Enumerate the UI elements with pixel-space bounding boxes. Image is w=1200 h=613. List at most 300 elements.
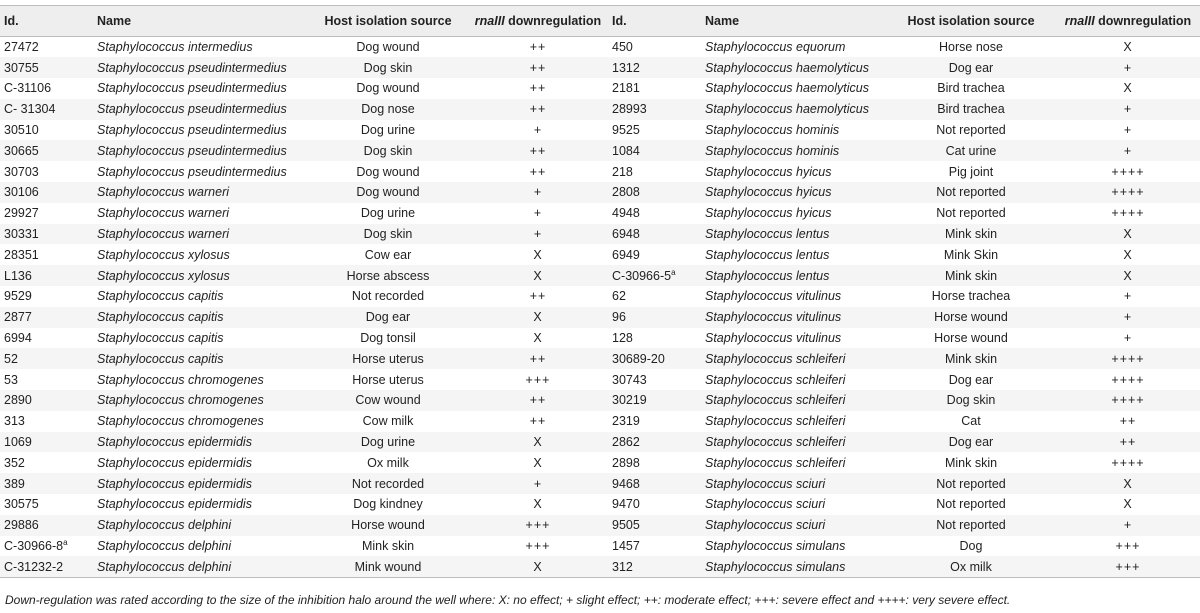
header-down-text: downregulation — [1094, 14, 1192, 28]
cell-id — [608, 182, 701, 203]
cell-id — [608, 37, 701, 58]
strain-id: 29927 — [4, 206, 39, 221]
cell-id — [0, 515, 93, 536]
cell-id — [608, 390, 701, 411]
cell-species-name: Staphylococcus vitulinus — [705, 331, 842, 346]
cell-host-source: Dog ear — [948, 372, 994, 387]
cell-downregulation: ++ — [529, 393, 547, 408]
header-downregulation — [1056, 6, 1200, 37]
cell-host-source: Not reported — [936, 518, 1006, 533]
cell-downregulation: ++ — [529, 164, 547, 179]
table-row — [0, 369, 1200, 390]
cell-species-name: Staphylococcus epidermidis — [97, 476, 252, 491]
header-down-text: downregulation — [504, 14, 602, 28]
cell-species-name: Staphylococcus intermedius — [97, 40, 253, 55]
header-name: Name — [93, 6, 308, 37]
cell-id — [608, 307, 701, 328]
cell-host-source: Cow wound — [355, 393, 421, 408]
cell-downregulation: X — [1123, 81, 1133, 96]
cell-species-name: Staphylococcus schleiferi — [705, 393, 846, 408]
cell-species-name: Staphylococcus simulans — [705, 539, 846, 554]
cell-species-name: Staphylococcus warneri — [97, 206, 230, 221]
cell-host-source: Dog skin — [363, 60, 413, 75]
strain-id: 9505 — [612, 518, 640, 533]
cell-host-source: Ox milk — [367, 455, 409, 470]
cell-host-source: Dog nose — [361, 102, 415, 117]
cell-downregulation: ++++ — [1111, 206, 1145, 221]
cell-id — [0, 120, 93, 141]
cell-host-source: Pig joint — [948, 164, 994, 179]
strain-id: 450 — [612, 40, 633, 55]
cell-species-name: Staphylococcus haemolyticus — [705, 102, 869, 117]
cell-host-source: Horse uterus — [352, 372, 424, 387]
cell-downregulation: +++ — [525, 372, 551, 387]
cell-host-source: Cat urine — [945, 143, 997, 158]
cell-downregulation: +++ — [1056, 556, 1200, 577]
cell-id — [0, 390, 93, 411]
strain-id: 30106 — [4, 185, 39, 200]
table-row — [0, 265, 1200, 286]
cell-downregulation: + — [1123, 518, 1133, 533]
cell-id — [608, 432, 701, 453]
table-row — [0, 452, 1200, 473]
cell-id — [608, 286, 701, 307]
table-row — [0, 348, 1200, 369]
cell-host-source: Dog skin — [946, 393, 996, 408]
strain-id: 28993 — [612, 102, 647, 117]
cell-host-source: Dog wound — [356, 185, 420, 200]
cell-downregulation: X — [533, 497, 543, 512]
strain-id: 1457 — [612, 539, 640, 554]
cell-host-source: Dog ear — [365, 310, 411, 325]
cell-downregulation: ++ — [529, 351, 547, 366]
cell-downregulation: X — [533, 435, 543, 450]
cell-id — [0, 369, 93, 390]
header-gene: rnaIII — [1064, 14, 1095, 28]
cell-species-name: Staphylococcus pseudintermedius — [97, 102, 287, 117]
cell-species-name: Staphylococcus epidermidis — [97, 455, 252, 470]
cell-id — [0, 161, 93, 182]
cell-host-source: Dog urine — [360, 206, 416, 221]
cell-species-name: Staphylococcus simulans — [701, 556, 886, 577]
cell-host-source: Not recorded — [351, 289, 425, 304]
table-row — [0, 78, 1200, 99]
cell-downregulation: ++ — [529, 143, 547, 158]
cell-downregulation: + — [533, 185, 543, 200]
strain-id: 313 — [4, 414, 25, 429]
strain-id: 6949 — [612, 247, 640, 262]
table-row — [0, 473, 1200, 494]
table-row — [0, 37, 1200, 58]
cell-id — [0, 78, 93, 99]
cell-host-source: Horse wound — [934, 331, 1008, 346]
strain-id: 30665 — [4, 143, 39, 158]
cell-downregulation: X — [1123, 40, 1133, 55]
cell-id — [608, 161, 701, 182]
cell-host-source: Dog tonsil — [360, 331, 416, 346]
cell-species-name: Staphylococcus delphini — [97, 518, 232, 533]
cell-id — [608, 120, 701, 141]
table-header-row — [0, 6, 1200, 37]
cell-species-name: Staphylococcus pseudintermedius — [97, 60, 287, 75]
strain-id: 2890 — [4, 393, 32, 408]
strain-id: 30703 — [4, 164, 39, 179]
cell-species-name: Staphylococcus schleiferi — [705, 435, 846, 450]
header-host: Host isolation source — [308, 6, 468, 37]
cell-species-name: Staphylococcus capitis — [97, 310, 224, 325]
strain-id: 2181 — [612, 81, 640, 96]
table-footnote: Down-regulation was rated according to the size of the inhibition halo around the well where: X: no effect; + slight effect; ++: moderate effect; +++: severe effect and ++++: very severe effect. — [5, 593, 1011, 607]
table-row — [0, 390, 1200, 411]
cell-host-source: Dog — [959, 539, 983, 554]
cell-host-source: Bird trachea — [937, 102, 1005, 117]
cell-id — [0, 37, 93, 58]
cell-species-name: Staphylococcus chromogenes — [97, 393, 264, 408]
strain-id: 30743 — [612, 372, 647, 387]
cell-downregulation: ++ — [529, 60, 547, 75]
cell-id — [608, 224, 701, 245]
table-row — [0, 515, 1200, 536]
table-row — [0, 140, 1200, 161]
table-row — [0, 494, 1200, 515]
cell-host-source: Ox milk — [886, 556, 1056, 577]
cell-id — [0, 348, 93, 369]
strain-id: 218 — [612, 164, 633, 179]
cell-host-source: Dog wound — [356, 40, 420, 55]
cell-host-source: Horse uterus — [352, 351, 424, 366]
cell-downregulation: X — [533, 331, 543, 346]
cell-downregulation: ++++ — [1111, 455, 1145, 470]
cell-host-source: Mink skin — [944, 455, 998, 470]
cell-species-name: Staphylococcus warneri — [97, 185, 230, 200]
cell-host-source: Mink skin — [944, 351, 998, 366]
header-gene: rnaIII — [474, 14, 505, 28]
cell-downregulation: + — [1123, 143, 1133, 158]
cell-species-name: Staphylococcus epidermidis — [97, 497, 252, 512]
cell-host-source: Dog skin — [363, 227, 413, 242]
cell-id — [608, 515, 701, 536]
table-row — [0, 411, 1200, 432]
cell-species-name: Staphylococcus sciuri — [705, 476, 826, 491]
cell-host-source: Not reported — [936, 185, 1006, 200]
cell-host-source: Not reported — [936, 497, 1006, 512]
cell-downregulation: + — [1123, 310, 1133, 325]
strain-table — [0, 5, 1200, 578]
cell-host-source: Not recorded — [351, 476, 425, 491]
strain-id: 28351 — [4, 247, 39, 262]
cell-species-name: Staphylococcus hominis — [705, 123, 840, 138]
strain-id: 30510 — [4, 123, 39, 138]
cell-host-source: Dog wound — [356, 164, 420, 179]
cell-host-source: Horse trachea — [931, 289, 1011, 304]
cell-downregulation: X — [533, 268, 543, 283]
strain-id: 9468 — [612, 476, 640, 491]
cell-species-name: Staphylococcus haemolyticus — [705, 81, 869, 96]
cell-species-name: Staphylococcus schleiferi — [705, 414, 846, 429]
cell-downregulation: + — [533, 227, 543, 242]
cell-id — [0, 432, 93, 453]
strain-id: 312 — [612, 559, 633, 574]
strain-id: 30689-20 — [612, 351, 665, 366]
strain-id: 30219 — [612, 393, 647, 408]
strain-id: 6948 — [612, 227, 640, 242]
cell-host-source: Cow ear — [364, 247, 412, 262]
table-row — [0, 536, 1200, 557]
cell-species-name: Staphylococcus capitis — [97, 331, 224, 346]
cell-downregulation: + — [1123, 60, 1133, 75]
cell-downregulation: ++ — [529, 81, 547, 96]
header-name: Name — [701, 6, 886, 37]
cell-host-source: Not reported — [936, 476, 1006, 491]
strain-id: 2319 — [612, 414, 640, 429]
cell-downregulation: X — [533, 310, 543, 325]
strain-id: 1312 — [612, 60, 640, 75]
cell-species-name: Staphylococcus capitis — [97, 351, 224, 366]
cell-species-name: Staphylococcus haemolyticus — [705, 60, 869, 75]
strain-id: 9470 — [612, 497, 640, 512]
cell-id — [608, 411, 701, 432]
strain-id: 30575 — [4, 497, 39, 512]
strain-id: 352 — [4, 455, 25, 470]
cell-host-source: Dog urine — [360, 123, 416, 138]
footnote-marker: a — [63, 537, 68, 547]
cell-species-name: Staphylococcus schleiferi — [705, 351, 846, 366]
strain-id: 2877 — [4, 310, 32, 325]
cell-downregulation: ++++ — [1111, 372, 1145, 387]
cell-downregulation: X — [1123, 227, 1133, 242]
cell-id — [0, 307, 93, 328]
cell-host-source: Mink Skin — [943, 247, 999, 262]
cell-host-source: Cow milk — [362, 414, 414, 429]
cell-species-name: Staphylococcus xylosus — [97, 268, 230, 283]
cell-species-name: Staphylococcus sciuri — [705, 518, 826, 533]
cell-downregulation: ++ — [529, 102, 547, 117]
cell-id — [608, 99, 701, 120]
cell-downregulation: X — [1123, 247, 1133, 262]
cell-downregulation: +++ — [525, 518, 551, 533]
cell-id — [0, 224, 93, 245]
cell-id — [0, 452, 93, 473]
cell-host-source: Dog ear — [948, 435, 994, 450]
cell-species-name: Staphylococcus delphini — [97, 539, 232, 554]
strain-id: 96 — [612, 310, 626, 325]
strain-id: C-31232-2 — [4, 559, 64, 574]
cell-id — [608, 57, 701, 78]
strain-id: L136 — [4, 268, 32, 283]
cell-species-name: Staphylococcus hyicus — [705, 185, 832, 200]
cell-id — [0, 203, 93, 224]
strain-id: 9525 — [612, 123, 640, 138]
cell-downregulation: ++ — [1119, 414, 1137, 429]
cell-id — [0, 473, 93, 494]
strain-id: 53 — [4, 372, 18, 387]
cell-downregulation: X — [533, 247, 543, 262]
strain-id: 30331 — [4, 227, 39, 242]
table-row — [0, 120, 1200, 141]
strain-id: C-31106 — [4, 81, 52, 96]
cell-species-name: Staphylococcus vitulinus — [705, 289, 842, 304]
strain-id: 2898 — [612, 455, 640, 470]
strain-id: 6994 — [4, 331, 32, 346]
table-row — [0, 57, 1200, 78]
strain-id: 389 — [4, 476, 25, 491]
cell-host-source: Mink wound — [308, 556, 468, 577]
cell-id — [0, 182, 93, 203]
header-host: Host isolation source — [886, 6, 1056, 37]
table-row — [0, 307, 1200, 328]
cell-host-source: Mink skin — [944, 268, 998, 283]
cell-host-source: Cat — [961, 414, 981, 429]
table-row — [0, 203, 1200, 224]
cell-id — [0, 99, 93, 120]
strain-id: 2862 — [612, 435, 640, 450]
strain-id: C- 31304 — [4, 102, 56, 117]
header-downregulation — [468, 6, 608, 37]
cell-downregulation: +++ — [1115, 539, 1141, 554]
cell-id — [608, 328, 701, 349]
cell-downregulation: +++ — [525, 539, 551, 554]
cell-downregulation: X — [533, 455, 543, 470]
cell-downregulation: + — [1123, 123, 1133, 138]
cell-host-source: Not reported — [936, 123, 1006, 138]
strain-id: 62 — [612, 289, 626, 304]
cell-species-name: Staphylococcus epidermidis — [97, 435, 252, 450]
strain-id: 30755 — [4, 60, 39, 75]
cell-species-name: Staphylococcus xylosus — [97, 247, 230, 262]
cell-downregulation: ++ — [1119, 435, 1137, 450]
table-row — [0, 224, 1200, 245]
cell-species-name: Staphylococcus schleiferi — [705, 372, 846, 387]
cell-species-name: Staphylococcus pseudintermedius — [97, 123, 287, 138]
cell-id — [608, 556, 701, 577]
cell-downregulation: ++ — [529, 40, 547, 55]
cell-downregulation: ++++ — [1111, 393, 1145, 408]
cell-downregulation: X — [1123, 497, 1133, 512]
cell-id — [0, 140, 93, 161]
cell-species-name: Staphylococcus pseudintermedius — [97, 81, 287, 96]
cell-downregulation: + — [533, 206, 543, 221]
cell-downregulation: X — [1123, 476, 1133, 491]
table-row — [0, 286, 1200, 307]
cell-species-name: Staphylococcus hyicus — [705, 164, 832, 179]
cell-downregulation: X — [468, 556, 608, 577]
cell-id — [608, 369, 701, 390]
cell-id — [608, 265, 701, 286]
cell-host-source: Dog urine — [360, 435, 416, 450]
cell-species-name: Staphylococcus lentus — [705, 247, 830, 262]
cell-species-name: Staphylococcus lentus — [705, 268, 830, 283]
cell-id — [608, 244, 701, 265]
cell-downregulation: X — [1123, 268, 1133, 283]
cell-id — [0, 494, 93, 515]
cell-host-source: Mink skin — [944, 227, 998, 242]
cell-species-name: Staphylococcus hyicus — [705, 206, 832, 221]
cell-downregulation: + — [533, 123, 543, 138]
cell-host-source: Dog kindney — [353, 497, 423, 512]
strain-id: 4948 — [612, 206, 640, 221]
cell-host-source: Dog wound — [356, 81, 420, 96]
cell-id — [0, 244, 93, 265]
header-id: Id. — [0, 6, 93, 37]
strain-id: 128 — [612, 331, 633, 346]
cell-id — [0, 411, 93, 432]
cell-id — [608, 140, 701, 161]
cell-id — [608, 348, 701, 369]
cell-downregulation: ++++ — [1111, 351, 1145, 366]
cell-id — [0, 265, 93, 286]
cell-downregulation: ++++ — [1111, 185, 1145, 200]
cell-host-source: Not reported — [936, 206, 1006, 221]
cell-host-source: Horse abscess — [346, 268, 430, 283]
cell-host-source: Dog skin — [363, 143, 413, 158]
cell-id — [0, 328, 93, 349]
table-row — [0, 432, 1200, 453]
strain-id: 9529 — [4, 289, 32, 304]
cell-host-source: Horse nose — [939, 40, 1003, 55]
cell-host-source: Dog ear — [948, 60, 994, 75]
strain-id: C-30966-5 — [612, 268, 672, 283]
cell-species-name: Staphylococcus pseudintermedius — [97, 143, 287, 158]
cell-id — [608, 452, 701, 473]
header-id: Id. — [608, 6, 701, 37]
strain-id: C-30966-8 — [4, 539, 64, 554]
cell-downregulation: ++++ — [1111, 164, 1145, 179]
cell-host-source: Horse wound — [934, 310, 1008, 325]
cell-species-name: Staphylococcus capitis — [97, 289, 224, 304]
cell-downregulation: ++ — [529, 414, 547, 429]
table-row — [0, 328, 1200, 349]
cell-species-name: Staphylococcus chromogenes — [97, 372, 264, 387]
cell-species-name: Staphylococcus vitulinus — [705, 310, 842, 325]
table-row — [0, 99, 1200, 120]
strain-id: 2808 — [612, 185, 640, 200]
cell-species-name: Staphylococcus delphini — [93, 556, 308, 577]
cell-host-source: Bird trachea — [937, 81, 1005, 96]
strain-id: 29886 — [4, 518, 39, 533]
cell-id — [608, 536, 701, 557]
cell-id — [608, 203, 701, 224]
cell-id — [0, 57, 93, 78]
table-row — [0, 556, 1200, 577]
cell-species-name: Staphylococcus sciuri — [705, 497, 826, 512]
cell-downregulation: + — [1123, 289, 1133, 304]
cell-species-name: Staphylococcus warneri — [97, 227, 230, 242]
table-row — [0, 182, 1200, 203]
cell-species-name: Staphylococcus schleiferi — [705, 455, 846, 470]
cell-id — [608, 494, 701, 515]
cell-downregulation: ++ — [529, 289, 547, 304]
cell-downregulation: + — [1123, 102, 1133, 117]
footnote-marker: a — [671, 267, 676, 277]
cell-id — [0, 556, 93, 577]
cell-species-name: Staphylococcus lentus — [705, 227, 830, 242]
cell-host-source: Mink skin — [361, 539, 415, 554]
strain-id: 52 — [4, 351, 18, 366]
cell-species-name: Staphylococcus hominis — [705, 143, 840, 158]
cell-id — [608, 473, 701, 494]
strain-id: 27472 — [4, 40, 39, 55]
cell-host-source: Horse wound — [351, 518, 425, 533]
cell-downregulation: + — [533, 476, 543, 491]
table-body — [0, 37, 1200, 578]
cell-species-name: Staphylococcus pseudintermedius — [97, 164, 287, 179]
cell-species-name: Staphylococcus chromogenes — [97, 414, 264, 429]
table-row — [0, 161, 1200, 182]
cell-species-name: Staphylococcus equorum — [705, 40, 846, 55]
cell-id — [0, 536, 93, 557]
table-row — [0, 244, 1200, 265]
strain-id: 1069 — [4, 435, 32, 450]
